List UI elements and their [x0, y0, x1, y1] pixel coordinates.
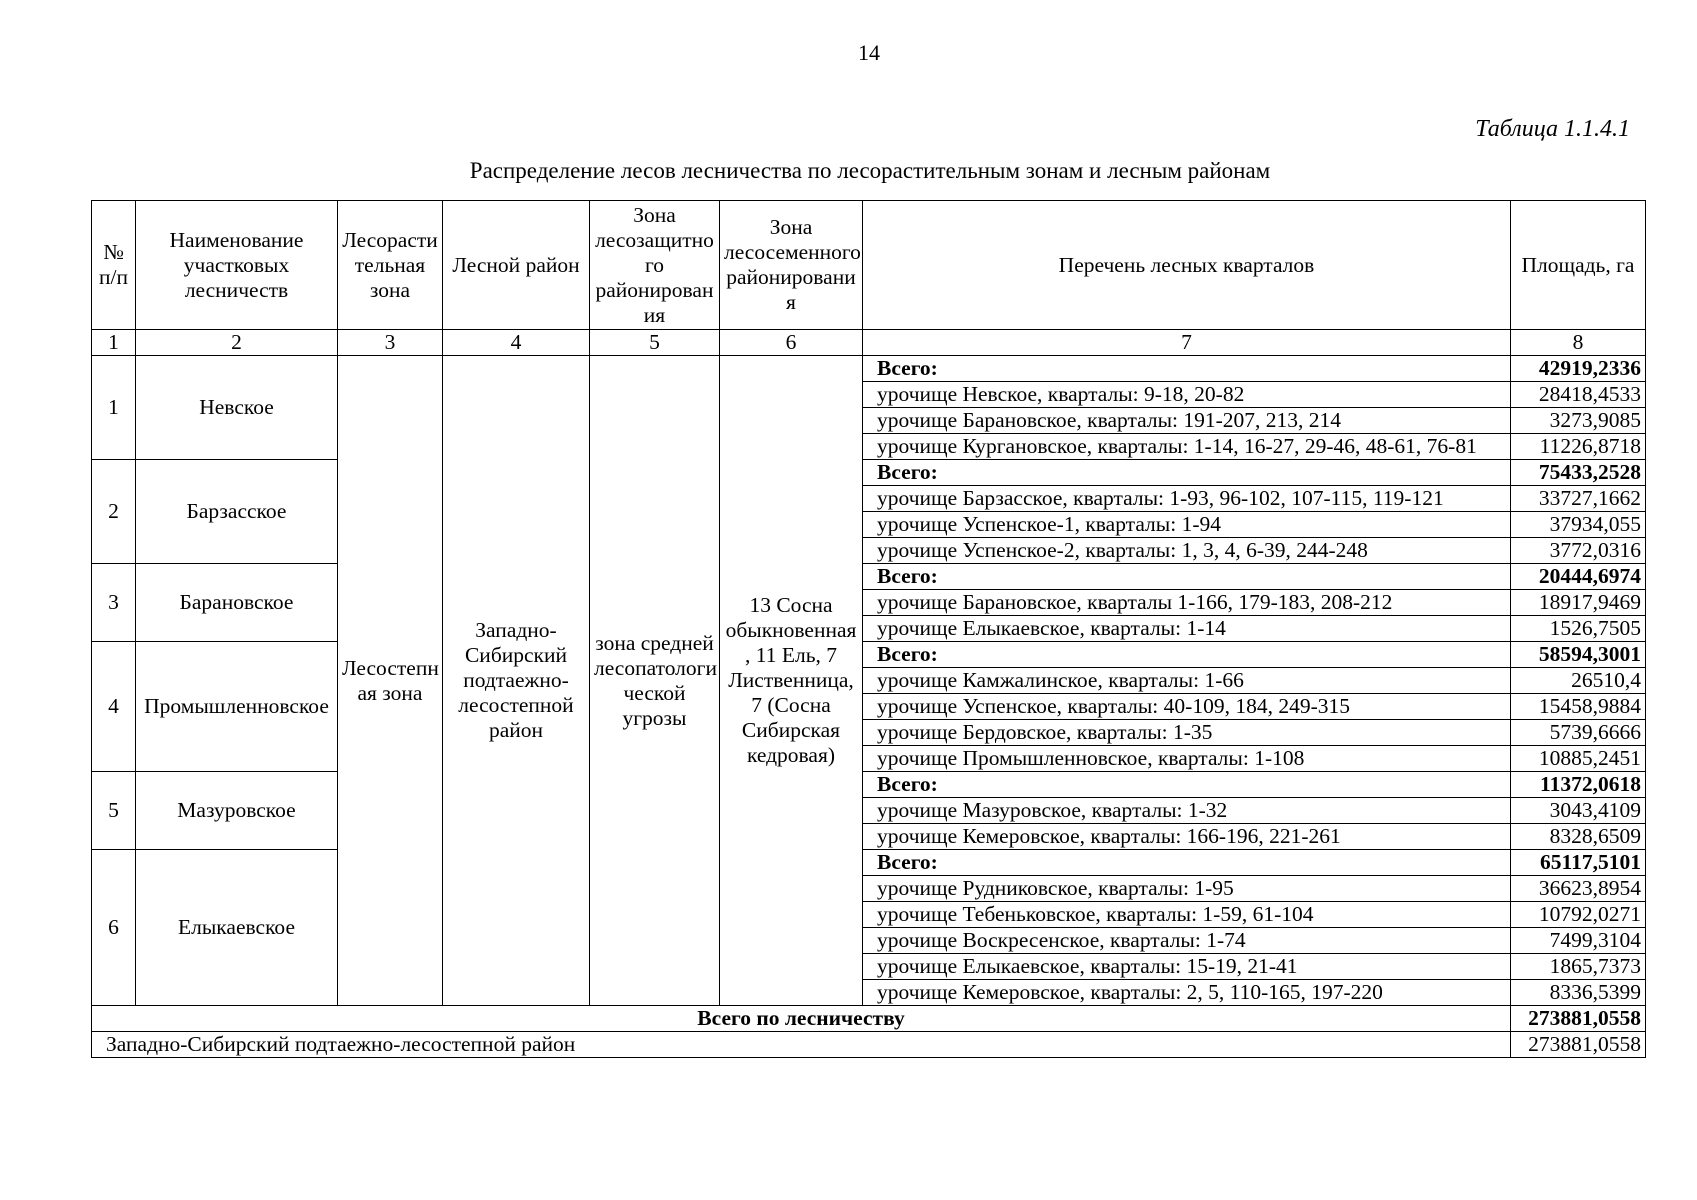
district-total-value: 273881,0558 [1511, 1032, 1646, 1058]
forestry-total-label: Всего: [863, 460, 1511, 486]
forestry-total-label: Всего: [863, 850, 1511, 876]
forestry-total-row [92, 850, 1646, 876]
quarter-area: 1865,7373 [1511, 954, 1646, 980]
column-number: 8 [1511, 330, 1646, 356]
forest-distribution-table [91, 200, 1646, 1058]
forestry-number: 6 [92, 850, 136, 1006]
forestry-total-row [92, 460, 1646, 486]
table-label: Таблица 1.1.4.1 [1475, 116, 1630, 142]
column-number-row [92, 330, 1646, 356]
quarter-list: урочище Рудниковское, кварталы: 1-95 [863, 876, 1511, 902]
forestry-total-area: 42919,2336 [1511, 356, 1646, 382]
quarter-list: урочище Успенское, кварталы: 40-109, 184, 249-315 [863, 694, 1511, 720]
quarter-area: 10885,2451 [1511, 746, 1646, 772]
quarter-area: 36623,8954 [1511, 876, 1646, 902]
quarter-list: урочище Елыкаевское, кварталы: 1-14 [863, 616, 1511, 642]
quarter-area: 7499,3104 [1511, 928, 1646, 954]
forestry-name: Барзасское [136, 460, 338, 564]
quarter-area: 28418,4533 [1511, 382, 1646, 408]
header-protection-zone: Зона лесозащитно го районирован ия [590, 201, 720, 330]
forestry-total-area: 65117,5101 [1511, 850, 1646, 876]
quarter-area: 10792,0271 [1511, 902, 1646, 928]
quarter-area: 11226,8718 [1511, 434, 1646, 460]
column-number: 3 [338, 330, 443, 356]
grand-total-label: Всего по лесничеству [92, 1006, 1511, 1032]
column-number: 4 [443, 330, 590, 356]
quarter-area: 8328,6509 [1511, 824, 1646, 850]
quarter-list: урочище Невское, кварталы: 9-18, 20-82 [863, 382, 1511, 408]
quarter-area: 3772,0316 [1511, 538, 1646, 564]
forestry-name: Барановское [136, 564, 338, 642]
header-seed-zone: Зона лесосеменного районировани я [720, 201, 863, 330]
grand-total-row [92, 1006, 1646, 1032]
forestry-name: Елыкаевское [136, 850, 338, 1006]
forestry-name: Мазуровское [136, 772, 338, 850]
forestry-number: 1 [92, 356, 136, 460]
quarter-area: 15458,9884 [1511, 694, 1646, 720]
quarter-area: 33727,1662 [1511, 486, 1646, 512]
page-number: 14 [858, 40, 880, 65]
header-forest-district: Лесной район [443, 201, 590, 330]
forestry-number: 4 [92, 642, 136, 772]
quarter-area: 5739,6666 [1511, 720, 1646, 746]
quarter-list: урочище Бердовское, кварталы: 1-35 [863, 720, 1511, 746]
quarter-list: урочище Елыкаевское, кварталы: 15-19, 21-41 [863, 954, 1511, 980]
quarter-list: урочище Барановское, кварталы: 191-207, 213, 214 [863, 408, 1511, 434]
seed-zone-cell: 13 Сосна обыкновенная , 11 Ель, 7 Лиственница, 7 (Сосна Сибирская кедровая) [720, 356, 863, 1006]
quarter-list: урочище Кемеровское, кварталы: 2, 5, 110-165, 197-220 [863, 980, 1511, 1006]
quarter-area: 37934,055 [1511, 512, 1646, 538]
forestry-name: Невское [136, 356, 338, 460]
forestry-number: 5 [92, 772, 136, 850]
table-caption: Распределение лесов лесничества по лесорастительным зонам и лесным районам [469, 158, 1271, 183]
header-quarters-list: Перечень лесных кварталов [863, 201, 1511, 330]
forestry-total-area: 11372,0618 [1511, 772, 1646, 798]
forestry-total-row [92, 356, 1646, 382]
header-num: № п/п [92, 201, 136, 330]
district-total-row [92, 1032, 1646, 1058]
header-forestry-name: Наименование участковых лесничеств [136, 201, 338, 330]
column-number: 6 [720, 330, 863, 356]
quarter-list: урочище Барановское, кварталы 1-166, 179-183, 208-212 [863, 590, 1511, 616]
quarter-area: 8336,5399 [1511, 980, 1646, 1006]
quarter-area: 1526,7505 [1511, 616, 1646, 642]
header-area: Площадь, га [1511, 201, 1646, 330]
quarter-list: урочище Промышленновское, кварталы: 1-108 [863, 746, 1511, 772]
quarter-list: урочище Успенское-1, кварталы: 1-94 [863, 512, 1511, 538]
district-total-label: Западно-Сибирский подтаежно-лесостепной район [92, 1032, 1511, 1058]
quarter-area: 3043,4109 [1511, 798, 1646, 824]
forestry-number: 3 [92, 564, 136, 642]
quarter-list: урочище Мазуровское, кварталы: 1-32 [863, 798, 1511, 824]
quarter-list: урочище Кемеровское, кварталы: 166-196, 221-261 [863, 824, 1511, 850]
forestry-total-label: Всего: [863, 356, 1511, 382]
protection-zone-cell: зона средней лесопатологи ческой угрозы [590, 356, 720, 1006]
forestry-total-label: Всего: [863, 772, 1511, 798]
forestry-name: Промышленновское [136, 642, 338, 772]
forestry-total-row [92, 564, 1646, 590]
quarter-list: урочище Успенское-2, кварталы: 1, 3, 4, 6-39, 244-248 [863, 538, 1511, 564]
forestry-number: 2 [92, 460, 136, 564]
column-number: 1 [92, 330, 136, 356]
quarter-area: 3273,9085 [1511, 408, 1646, 434]
quarter-list: урочище Кургановское, кварталы: 1-14, 16-27, 29-46, 48-61, 76-81 [863, 434, 1511, 460]
forestry-total-area: 20444,6974 [1511, 564, 1646, 590]
forestry-total-row [92, 642, 1646, 668]
header-vegetation-zone: Лесорасти тельная зона [338, 201, 443, 330]
quarter-list: урочище Камжалинское, кварталы: 1-66 [863, 668, 1511, 694]
column-number: 7 [863, 330, 1511, 356]
quarter-list: урочище Барзасское, кварталы: 1-93, 96-102, 107-115, 119-121 [863, 486, 1511, 512]
header-row [92, 201, 1646, 330]
forestry-total-label: Всего: [863, 564, 1511, 590]
column-number: 5 [590, 330, 720, 356]
quarter-list: урочище Тебеньковское, кварталы: 1-59, 61-104 [863, 902, 1511, 928]
quarter-area: 18917,9469 [1511, 590, 1646, 616]
grand-total-value: 273881,0558 [1511, 1006, 1646, 1032]
forestry-total-label: Всего: [863, 642, 1511, 668]
forestry-total-row [92, 772, 1646, 798]
forestry-total-area: 58594,3001 [1511, 642, 1646, 668]
forest-district-cell: Западно-Сибирский подтаежно-лесостепной район [443, 356, 590, 1006]
column-number: 2 [136, 330, 338, 356]
vegetation-zone-cell: Лесостепн ая зона [338, 356, 443, 1006]
quarter-area: 26510,4 [1511, 668, 1646, 694]
forestry-total-area: 75433,2528 [1511, 460, 1646, 486]
quarter-list: урочище Воскресенское, кварталы: 1-74 [863, 928, 1511, 954]
